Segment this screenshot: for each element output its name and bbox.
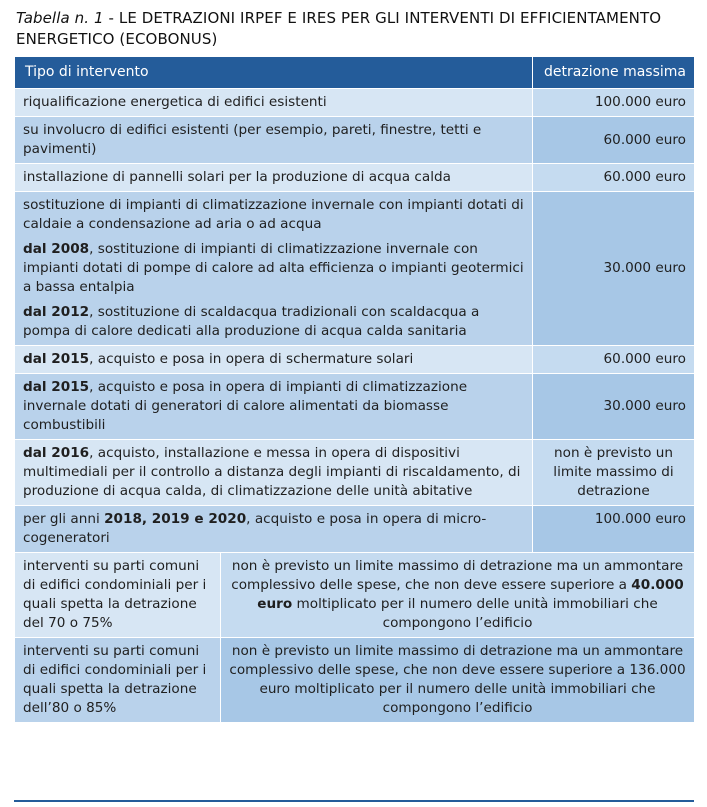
row-description-prefix: per gli anni [23, 511, 105, 527]
table-caption-separator: - [103, 9, 119, 27]
row-amount: 30.000 euro [533, 374, 695, 440]
row-paragraph [23, 240, 524, 297]
row-amount [221, 553, 695, 638]
table-row [15, 346, 695, 374]
table-row [15, 117, 695, 164]
row-description: su involucro di edifici esistenti (per esempio, pareti, finestre, tetti e pavimenti) [15, 117, 533, 164]
row-amount: non è previsto un limite massimo di detrazione [533, 440, 695, 506]
table-caption-label: Tabella n. 1 [16, 9, 104, 27]
table-header-row [15, 57, 695, 89]
table-row [15, 506, 695, 553]
row-amount: 60.000 euro [533, 164, 695, 192]
header-type: Tipo di intervento [15, 57, 533, 89]
row-description: riqualificazione energetica di edifici esistenti [15, 89, 533, 117]
row-year: 2018, 2019 e 2020 [104, 511, 247, 527]
row-amount: 100.000 euro [533, 89, 695, 117]
row-year: dal 2016 [23, 445, 90, 461]
row-year: dal 2015 [23, 351, 90, 367]
table-caption-text: LE DETRAZIONI IRPEF E IRES PER GLI INTERVENTI DI EFFICIENTAMENTO ENERGETICO (ECOBONUS) [16, 9, 662, 48]
row-paragraph: sostituzione di impianti di climatizzazione invernale con impianti dotati di caldaie a condensazione ad aria o ad acqua [23, 197, 524, 232]
row-year: dal 2015 [23, 379, 90, 395]
table-row [15, 89, 695, 117]
row-amount-text: moltiplicato per il numero delle unità immobiliari che compongono l’edificio [292, 596, 658, 631]
row-description [15, 192, 533, 346]
row-paragraph-text: , sostituzione di impianti di climatizzazione invernale con impianti dotati di pompe di calore ad alta efficienza o impianti geotermici a bassa entalpia [23, 241, 524, 295]
table-row [15, 440, 695, 506]
row-description [15, 440, 533, 506]
row-description [15, 374, 533, 440]
row-amount: 100.000 euro [533, 506, 695, 553]
header-max: detrazione massima [533, 57, 695, 89]
table-row [15, 553, 695, 638]
row-amount: 60.000 euro [533, 117, 695, 164]
row-description [15, 506, 533, 553]
row-description: interventi su parti comuni di edifici condominiali per i quali spetta la detrazione del 70 o 75% [15, 553, 221, 638]
table-row [15, 164, 695, 192]
row-description-text: , acquisto e posa in opera di schermature solari [89, 351, 414, 367]
table-row [15, 638, 695, 723]
table-caption [16, 8, 694, 50]
row-amount: non è previsto un limite massimo di detrazione ma un ammontare complessivo delle spese, che non deve essere superiore a 136.000 euro moltiplicato per il numero delle unità immobiliari che compongono l’edificio [221, 638, 695, 723]
row-amount-value: 40.000 euro [257, 577, 684, 612]
row-description-text: , acquisto e posa in opera di micro-cogeneratori [23, 511, 487, 546]
row-amount-text: non è previsto un limite massimo di detrazione ma un ammontare complessivo delle spese, che non deve essere superiore a [231, 558, 684, 593]
table-row [15, 192, 695, 346]
table-bottom-rule [14, 800, 694, 802]
row-amount: 60.000 euro [533, 346, 695, 374]
row-description-text: , acquisto e posa in opera di impianti di climatizzazione invernale dotati di generatori di calore alimentati da biomasse combustibili [23, 379, 468, 433]
row-paragraph [23, 303, 524, 341]
row-year: dal 2008 [23, 241, 90, 257]
row-description-text: , acquisto, installazione e messa in opera di dispositivi multimediali per il controllo a distanza degli impianti di riscaldamento, di produzione di acqua calda, di climatizzazione delle unità abitative [23, 445, 521, 499]
row-paragraph-text: , sostituzione di scaldacqua tradizionali con scaldacqua a pompa di calore dedicati alla produzione di acqua calda sanitaria [23, 304, 480, 339]
ecobonus-table [14, 56, 695, 723]
row-description: installazione di pannelli solari per la produzione di acqua calda [15, 164, 533, 192]
table-row [15, 374, 695, 440]
row-description: interventi su parti comuni di edifici condominiali per i quali spetta la detrazione dell’80 o 85% [15, 638, 221, 723]
row-description [15, 346, 533, 374]
row-year: dal 2012 [23, 304, 90, 320]
row-amount: 30.000 euro [533, 192, 695, 346]
